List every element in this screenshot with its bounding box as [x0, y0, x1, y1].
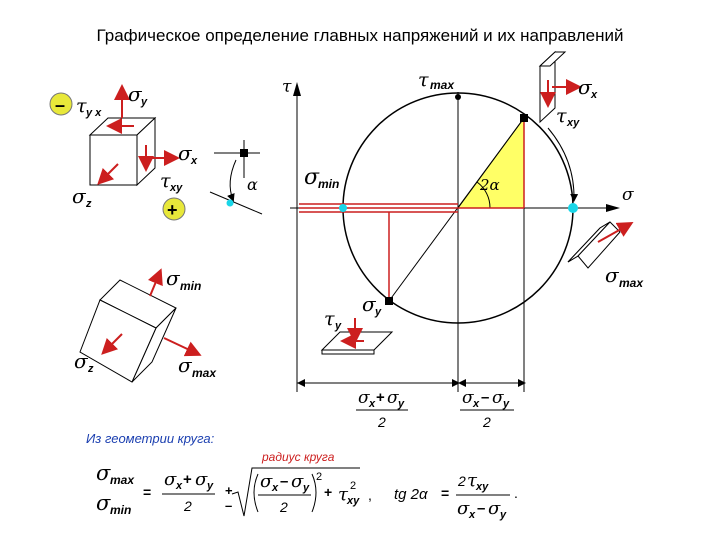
cube-sigma-y-label: [128, 82, 148, 108]
formula-plus-minus: [225, 483, 233, 513]
element-x-tau-label: [556, 105, 580, 129]
page-title: Графическое определение главных напряжений и их направлений: [96, 26, 624, 45]
svg-text:2: 2: [458, 473, 466, 489]
cube-tau-yx-label: [76, 95, 102, 119]
svg-text:z: z: [88, 363, 94, 375]
point-x: [520, 114, 528, 122]
svg-text:xy: xy: [476, 481, 489, 493]
svg-text:σ: σ: [362, 292, 376, 316]
svg-text:σ: σ: [96, 491, 111, 515]
svg-text:x: x: [591, 89, 598, 101]
diameter-line: [389, 118, 524, 301]
svg-text:+: +: [376, 389, 385, 406]
formula-header: Из геометрии круга:: [86, 431, 215, 446]
svg-text:y: y: [207, 480, 214, 492]
svg-text:2: 2: [316, 471, 323, 483]
element-y-tau-label: [324, 308, 342, 332]
svg-text:xy: xy: [170, 182, 183, 194]
svg-text:min: min: [110, 503, 132, 517]
svg-text:+: +: [167, 200, 178, 220]
sigma-axis-label: σ: [622, 185, 634, 205]
tau-max-point: [455, 94, 461, 100]
svg-text:α: α: [247, 175, 258, 194]
svg-text:min: min: [318, 177, 340, 191]
svg-text:τ: τ: [556, 105, 567, 127]
formula-fraction-1: [162, 469, 215, 514]
svg-text:x: x: [473, 398, 480, 410]
svg-text:–: –: [477, 500, 486, 517]
svg-text:τ: τ: [324, 308, 335, 330]
svg-text:+: +: [225, 483, 233, 498]
svg-text:σ: σ: [195, 469, 208, 490]
svg-text:max: max: [110, 473, 135, 487]
sigma-min-point: [339, 204, 347, 212]
radius-label: радиус круга: [262, 450, 335, 464]
svg-text:2: 2: [280, 499, 288, 515]
svg-text:σ: σ: [492, 388, 504, 408]
svg-text:τ: τ: [467, 470, 477, 491]
svg-text:x: x: [469, 509, 476, 521]
svg-text:σ: σ: [291, 471, 304, 492]
svg-text:τ: τ: [160, 170, 171, 192]
svg-text:σ: σ: [178, 141, 192, 165]
svg-text:2: 2: [483, 414, 491, 430]
tau-max-label: [418, 69, 455, 92]
svg-text:y: y: [375, 306, 382, 318]
svg-text:2: 2: [184, 498, 192, 514]
svg-text:σ: σ: [304, 165, 320, 190]
svg-text:–: –: [225, 498, 233, 513]
minus-sign-badge: [50, 93, 72, 115]
svg-text:2: 2: [378, 414, 386, 430]
tau-axis-label: τ: [282, 77, 292, 97]
formula-eq-1: =: [143, 484, 152, 500]
rotation-arrow: [548, 128, 574, 200]
svg-text:+: +: [324, 484, 333, 500]
svg-text:σ: σ: [178, 353, 192, 377]
svg-text:–: –: [55, 95, 66, 115]
tau-axis-arrow: [293, 82, 301, 96]
dim-label-left: [356, 388, 408, 430]
svg-text:y: y: [398, 398, 405, 410]
sigma-axis-arrow: [606, 204, 620, 212]
svg-text:τ: τ: [76, 95, 87, 117]
svg-text:–: –: [481, 389, 490, 406]
cube-tau-xy-label: [160, 170, 183, 194]
svg-text:.: .: [514, 485, 518, 501]
svg-text:y: y: [335, 320, 342, 332]
svg-text:xy: xy: [567, 117, 580, 129]
svg-text:xy: xy: [347, 495, 360, 507]
svg-text:y: y: [503, 398, 510, 410]
cube-sigma-x-label: [178, 141, 198, 167]
formula-left-sigmas: [96, 461, 135, 517]
sigma-max-point: [568, 203, 578, 213]
svg-text:σ: σ: [96, 461, 111, 485]
svg-text:y: y: [141, 96, 148, 108]
svg-text:min: min: [180, 279, 202, 293]
svg-text:max: max: [619, 276, 644, 290]
rotated-sigma-min-label: [166, 266, 201, 293]
svg-text:σ: σ: [462, 388, 474, 408]
svg-text:σ: σ: [358, 388, 370, 408]
svg-text:+: +: [183, 471, 192, 488]
formula-tg: [394, 470, 518, 521]
svg-text:max: max: [192, 366, 217, 380]
point-y: [385, 297, 393, 305]
svg-text:σ: σ: [605, 263, 619, 287]
svg-text:σ: σ: [74, 349, 88, 373]
alpha-sketch: [210, 140, 262, 214]
svg-text:τ: τ: [338, 484, 348, 505]
svg-text:σ: σ: [457, 498, 470, 519]
dim-label-right: [460, 388, 514, 430]
svg-text:σ: σ: [128, 82, 142, 106]
svg-text:y: y: [500, 509, 507, 521]
two-alpha-label: 2α: [480, 176, 500, 194]
svg-text:x: x: [272, 482, 279, 494]
svg-text:x: x: [191, 155, 198, 167]
svg-text:y: y: [303, 482, 310, 494]
sigma-min-circle-label: [304, 165, 339, 191]
svg-text:=: =: [441, 485, 450, 501]
plus-sign-badge: [163, 198, 185, 220]
svg-text:σ: σ: [72, 184, 86, 208]
element-y-sigma-label: [362, 292, 382, 318]
svg-text:x: x: [369, 398, 376, 410]
formula-sqrt: [232, 468, 372, 516]
cube-sigma-z-label: [72, 184, 92, 210]
svg-text:2: 2: [350, 480, 357, 492]
svg-text:σ: σ: [166, 266, 180, 290]
svg-text:max: max: [430, 78, 455, 92]
svg-text:σ: σ: [387, 388, 399, 408]
svg-text:y x: y x: [86, 107, 102, 119]
svg-text:σ: σ: [164, 469, 177, 490]
element-x-sigma-label: [578, 75, 598, 101]
svg-text:x: x: [176, 480, 183, 492]
rotated-sigma-max-label: [178, 353, 217, 380]
svg-text:τ: τ: [418, 69, 429, 91]
element-sigma-max-label: [605, 263, 644, 290]
element-sigma-max: [568, 222, 630, 268]
svg-text:σ: σ: [260, 471, 273, 492]
svg-text:σ: σ: [488, 498, 501, 519]
svg-text:z: z: [86, 198, 92, 210]
svg-text:tg 2α: tg 2α: [394, 486, 428, 503]
svg-text:,: ,: [368, 487, 372, 503]
svg-text:–: –: [280, 473, 289, 490]
svg-text:σ: σ: [578, 75, 592, 99]
